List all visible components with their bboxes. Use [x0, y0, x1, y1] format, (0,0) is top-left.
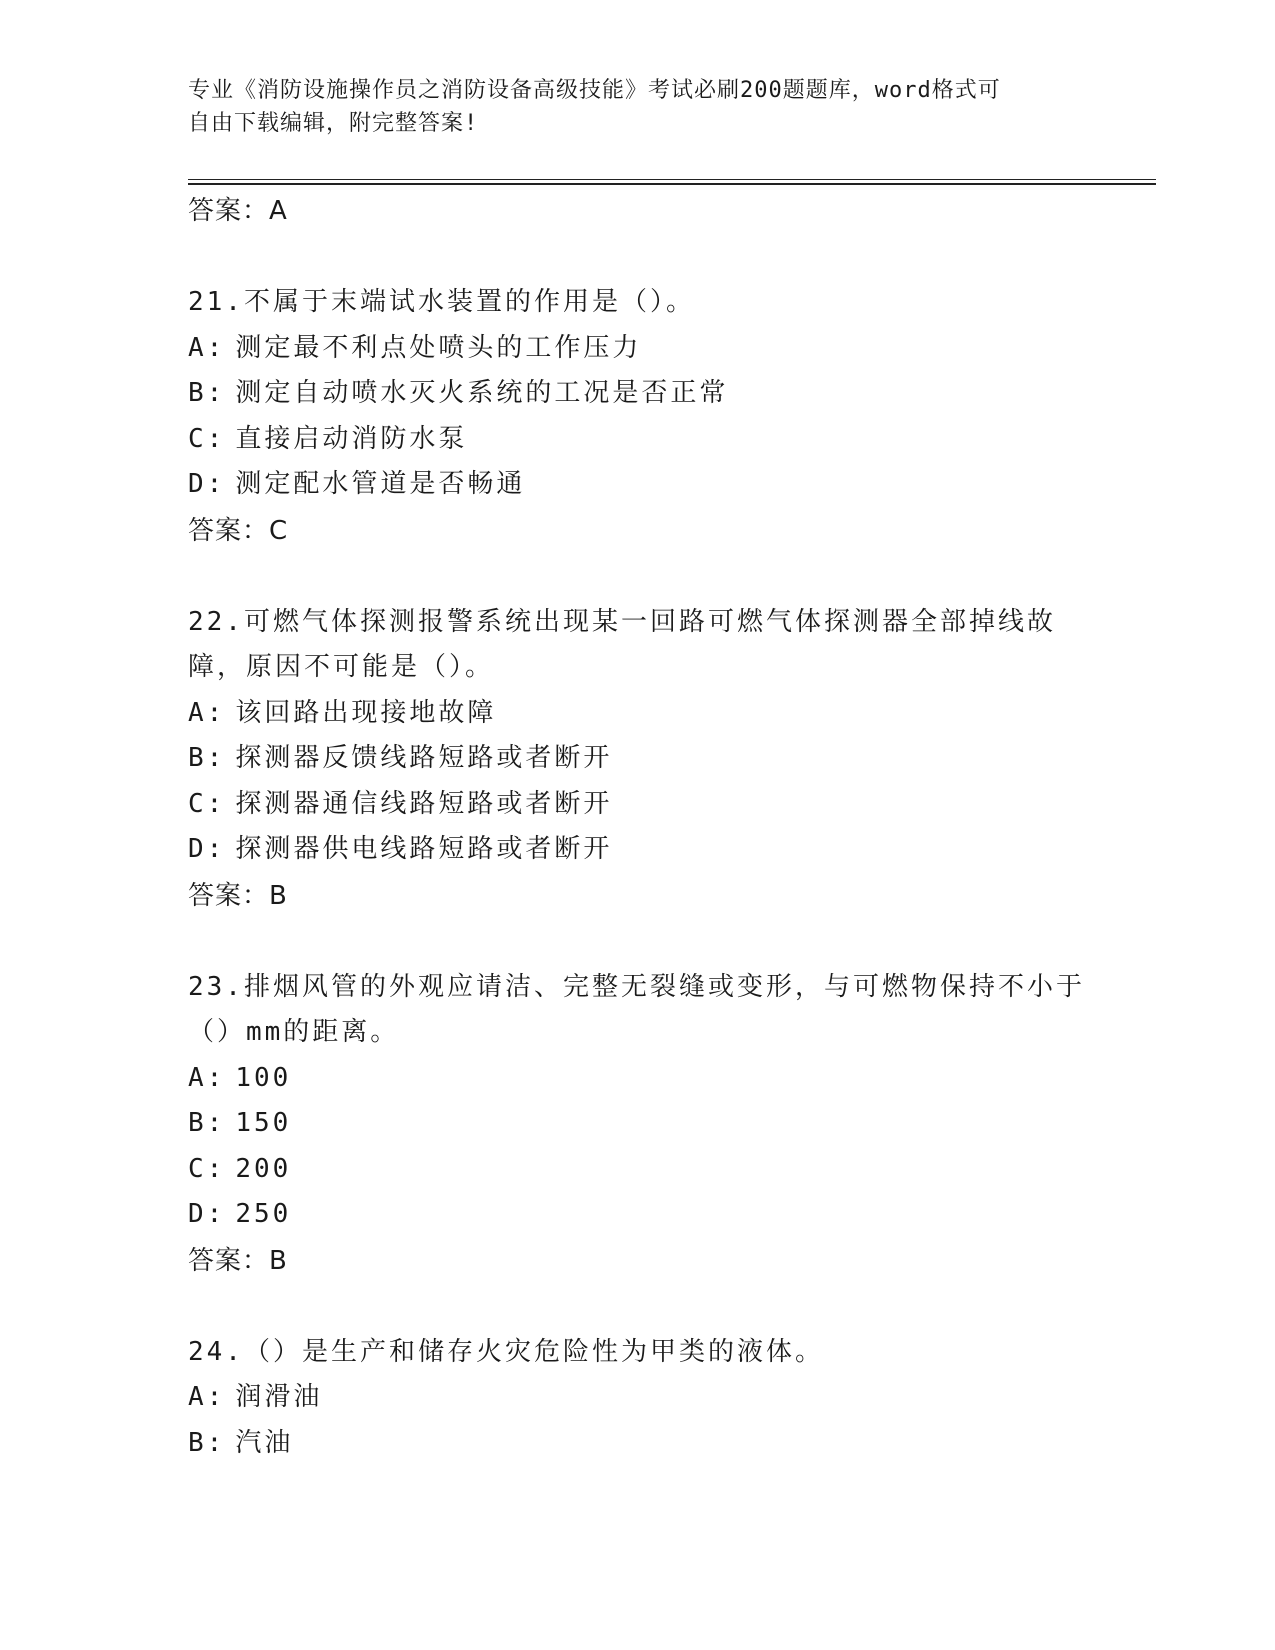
option-text: 汽油: [235, 1427, 294, 1458]
answer-value: B: [269, 1245, 288, 1276]
question-stem: [188, 600, 1088, 691]
previous-answer: [188, 188, 1088, 234]
option-text: 探测器供电线路短路或者断开: [235, 834, 613, 864]
option-text: 200: [235, 1153, 292, 1184]
option-d: [188, 827, 1088, 873]
question-21: [188, 280, 1088, 554]
option-a: [188, 326, 1088, 372]
option-text: 探测器通信线路短路或者断开: [235, 788, 613, 819]
answer-value: A: [269, 196, 288, 226]
question-text: （）是生产和储存火灾危险性为甲类的液体。: [243, 1336, 824, 1367]
option-text: 直接启动消防水泵: [235, 423, 468, 454]
option-b: [188, 736, 1088, 782]
option-text: 探测器反馈线路短路或者断开: [235, 743, 613, 773]
option-label: C:: [188, 788, 226, 819]
option-d: [188, 1192, 1088, 1238]
spacer: [188, 554, 1088, 600]
question-22: [188, 600, 1088, 919]
option-text: 测定配水管道是否畅通: [235, 469, 526, 499]
header-line-2: 自由下载编辑，附完整答案!: [188, 111, 479, 136]
question-24: [188, 1330, 1088, 1467]
question-text: 不属于末端试水装置的作用是（）。: [243, 287, 695, 317]
header-divider-thin: [188, 179, 1156, 180]
option-a: [188, 1375, 1088, 1421]
option-text: 测定自动喷水灭火系统的工况是否正常: [235, 378, 729, 408]
option-label: D:: [188, 469, 226, 499]
question-number: 23.: [188, 971, 244, 1002]
question-text: 排烟风管的外观应请洁、完整无裂缝或变形，与可燃物保持不小于（）mm的距离。: [188, 971, 1085, 1047]
option-label: B:: [188, 378, 226, 408]
question-number: 21.: [188, 287, 244, 317]
option-label: A:: [188, 697, 226, 728]
question-number: 24.: [188, 1336, 244, 1367]
option-label: B:: [188, 1427, 226, 1458]
question-stem: [188, 1330, 1088, 1376]
answer-prefix: 答案：: [188, 515, 270, 546]
question-list: [188, 188, 1088, 1466]
option-c: [188, 782, 1088, 828]
option-b: [188, 1101, 1088, 1147]
spacer: [188, 1284, 1088, 1330]
option-b: [188, 371, 1088, 417]
option-label: C:: [188, 423, 226, 454]
answer-prefix: 答案：: [188, 1245, 270, 1276]
answer: [188, 873, 1088, 919]
answer-prefix: 答案：: [188, 880, 270, 911]
header-divider-thick: [188, 183, 1156, 185]
option-text: 250: [235, 1199, 292, 1229]
question-number: 22.: [188, 606, 244, 637]
option-b: [188, 1421, 1088, 1467]
answer: [188, 1238, 1088, 1284]
option-label: A:: [188, 1062, 226, 1093]
option-d: [188, 462, 1088, 508]
option-label: B:: [188, 743, 226, 773]
option-label: A:: [188, 332, 226, 363]
option-text: 润滑油: [235, 1382, 323, 1412]
spacer: [188, 234, 1088, 280]
option-a: [188, 691, 1088, 737]
option-text: 100: [235, 1062, 292, 1093]
question-stem: [188, 965, 1088, 1056]
header-line-1: 专业《消防设施操作员之消防设备高级技能》考试必刷200题题库，word格式可: [188, 78, 1001, 103]
question-stem: [188, 280, 1088, 326]
question-text: 可燃气体探测报警系统出现某一回路可燃气体探测器全部掉线故障，原因不可能是（）。: [188, 606, 1056, 682]
question-23: [188, 965, 1088, 1284]
option-label: A:: [188, 1382, 226, 1412]
option-text: 测定最不利点处喷头的工作压力: [235, 332, 642, 363]
option-a: [188, 1056, 1088, 1102]
answer-prefix: 答案：: [188, 196, 270, 226]
answer: [188, 508, 1088, 554]
option-label: D:: [188, 1199, 226, 1229]
option-c: [188, 417, 1088, 463]
option-label: C:: [188, 1153, 226, 1184]
option-text: 该回路出现接地故障: [235, 697, 497, 728]
option-c: [188, 1147, 1088, 1193]
spacer: [188, 919, 1088, 965]
option-label: D:: [188, 834, 226, 864]
answer-value: B: [269, 880, 288, 911]
answer-value: C: [269, 515, 289, 546]
option-label: B:: [188, 1108, 226, 1138]
option-text: 150: [235, 1108, 292, 1138]
document-header: [188, 74, 1068, 140]
